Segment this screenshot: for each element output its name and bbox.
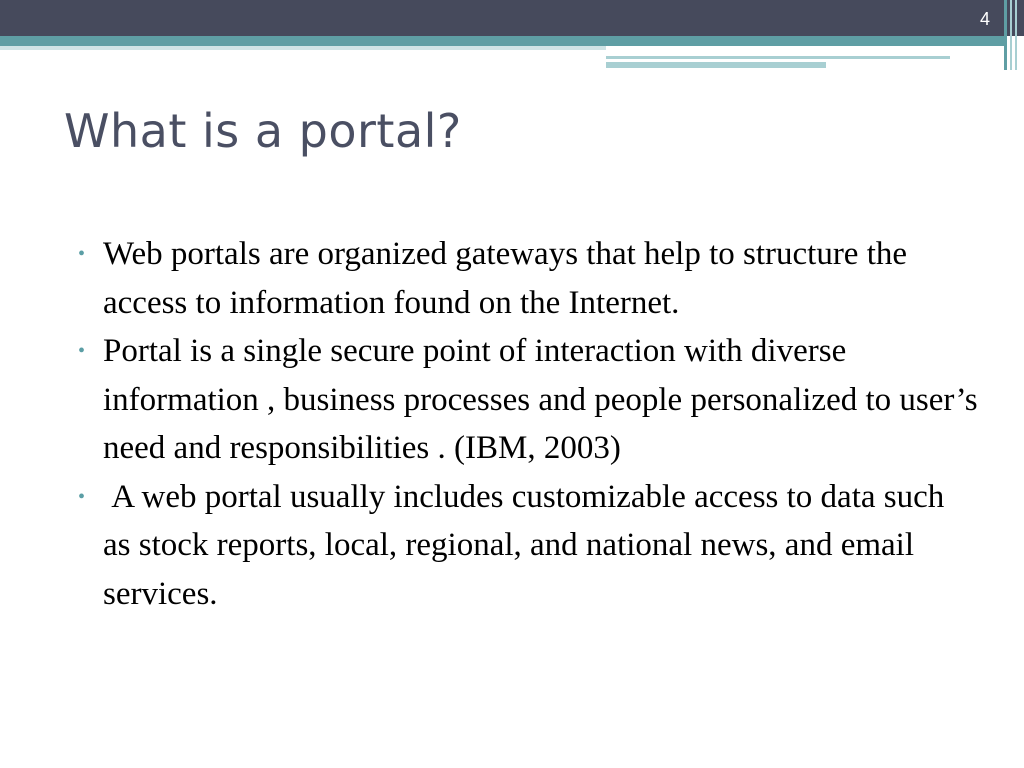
header-right-stripe-1	[1004, 0, 1007, 70]
header-bar	[0, 0, 1024, 36]
header-step-line-3	[606, 62, 826, 68]
bullet-item	[78, 473, 978, 619]
bullet-dot-icon: •	[78, 340, 86, 362]
bullet-text: A web portal usually includes customizable access to data such as stock reports, local, regional, and national news, and email services.	[103, 478, 953, 612]
header-step-line-2	[606, 56, 950, 59]
bullet-text: Portal is a single secure point of interaction with diverse information , business processes and people personalized to user’s need and responsibilities . (IBM, 2003)	[103, 333, 978, 466]
header-teal-band	[0, 36, 606, 46]
header-right-stripe-2	[1010, 0, 1012, 70]
header-teal-band-right	[606, 36, 1006, 46]
bullet-dot-icon: •	[78, 485, 86, 508]
header-step-line-1	[606, 46, 1006, 56]
bullet-item	[78, 230, 978, 327]
header-right-stripe-3	[1015, 0, 1017, 70]
header-light-band	[0, 46, 606, 50]
bullet-dot-icon: •	[78, 243, 86, 265]
bullet-item	[78, 327, 978, 473]
slide-number: 4	[979, 9, 990, 29]
bullet-text: Web portals are organized gateways that help to structure the access to information found on the Internet.	[103, 236, 908, 321]
slide-title: What is a portal?	[64, 104, 462, 158]
bullet-list	[78, 230, 978, 618]
